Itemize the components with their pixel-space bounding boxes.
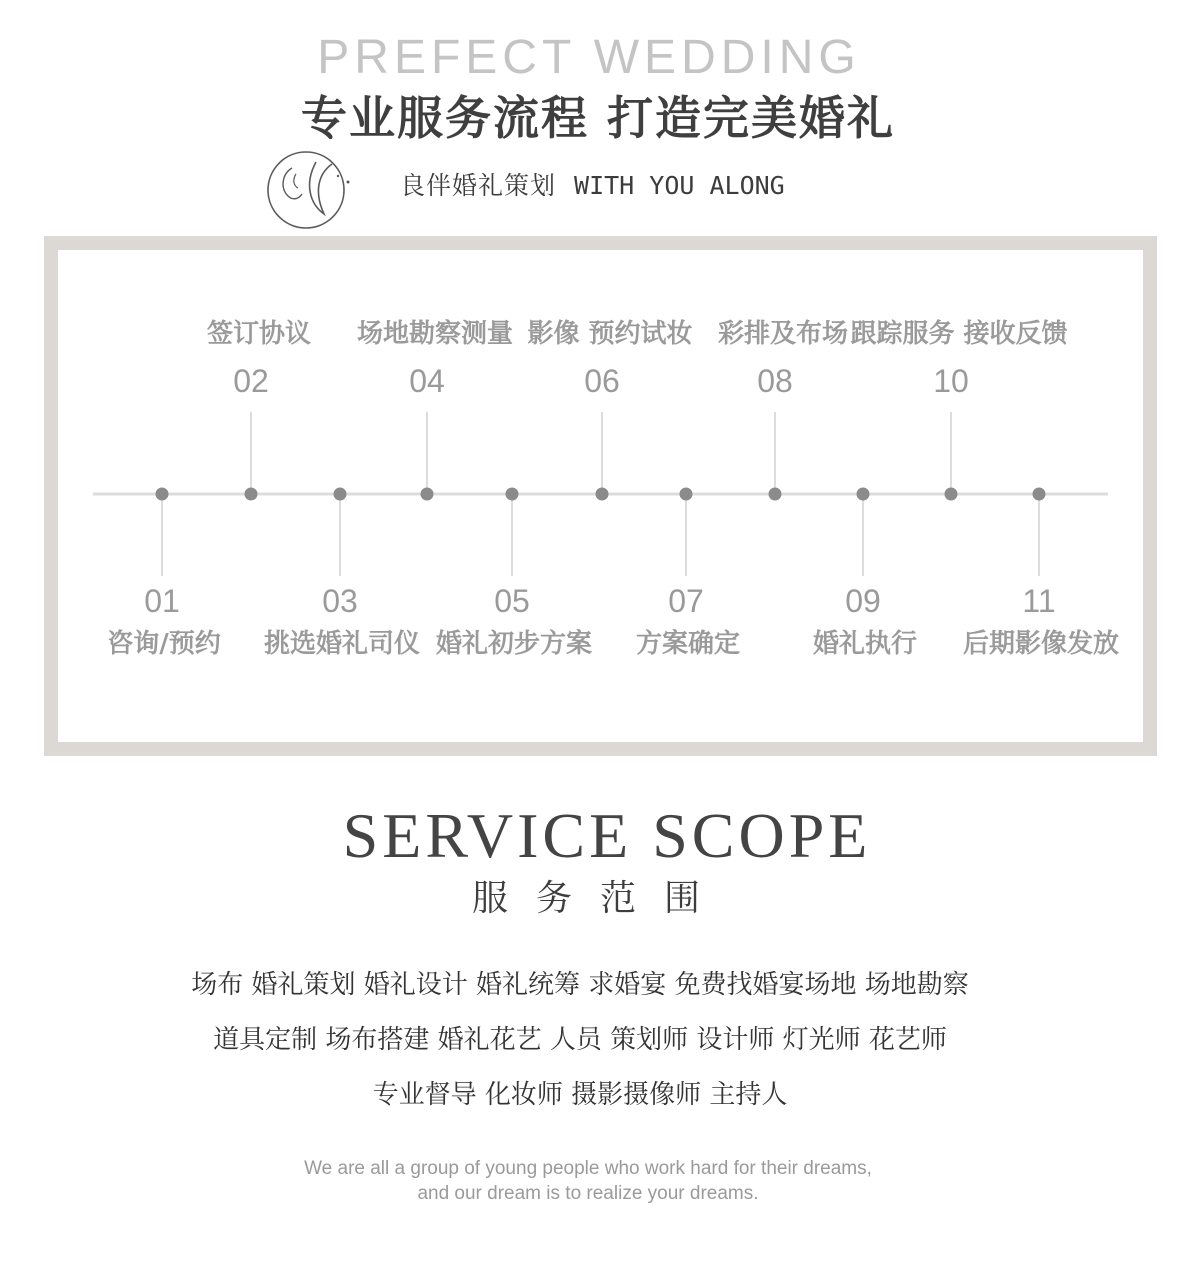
timeline-dot [945, 488, 958, 501]
step-number: 04 [409, 363, 445, 399]
timeline-dot [769, 488, 782, 501]
step-label: 婚礼执行 [812, 629, 918, 659]
service-line: 专业督导 化妆师 摄影摄像师 主持人 [372, 1080, 788, 1110]
service-line: 道具定制 场布搭建 婚礼花艺 人员 策划师 设计师 灯光师 花艺师 [213, 1025, 947, 1055]
service-line: 场布 婚礼策划 婚礼设计 婚礼统筹 求婚宴 免费找婚宴场地 场地勘察 [191, 970, 969, 1000]
process-frame [44, 236, 1157, 756]
brand-cn: 良伴婚礼策划 [400, 171, 557, 200]
process-panel [58, 250, 1143, 742]
timeline-dot [680, 488, 693, 501]
step-number: 11 [1022, 583, 1056, 619]
step-number: 02 [233, 363, 269, 399]
step-number: 05 [494, 583, 530, 619]
brand-en: WITH YOU ALONG [574, 171, 785, 200]
step-label: 挑选婚礼司仪 [263, 629, 421, 659]
brand-line [400, 168, 785, 204]
step-number: 07 [668, 583, 704, 619]
header-cn-title: 专业服务流程 打造完美婚礼 [300, 91, 895, 145]
timeline-dot [334, 488, 347, 501]
step-label: 方案确定 [635, 629, 741, 659]
slogan [0, 1156, 1176, 1206]
timeline-dot [1033, 488, 1046, 501]
step-number: 06 [584, 363, 620, 399]
timeline-dot [421, 488, 434, 501]
brand-logo-icon [262, 144, 358, 234]
timeline-dot [596, 488, 609, 501]
timeline-dot [506, 488, 519, 501]
step-label: 彩排及布场 [717, 319, 849, 349]
step-label: 签订协议 [206, 319, 312, 349]
step-number: 01 [144, 583, 180, 619]
step-number: 09 [845, 583, 881, 619]
step-label: 场地勘察测量 [356, 319, 514, 349]
step-number: 08 [757, 363, 793, 399]
scope-title-cn: 服务范围 [471, 878, 728, 919]
service-list [0, 958, 1160, 1123]
step-number: 03 [322, 583, 358, 619]
scope-title-en: SERVICE SCOPE [342, 800, 872, 871]
step-label: 婚礼初步方案 [435, 629, 593, 659]
timeline-dot [857, 488, 870, 501]
slogan-line-1: We are all a group of young people who work hard for their dreams, [304, 1158, 872, 1179]
step-label: 咨询/预约 [107, 629, 221, 659]
process-timeline [58, 250, 1143, 742]
step-label: 影像 预约试妆 [527, 319, 693, 349]
slogan-line-2: and our dream is to realize your dreams. [417, 1183, 759, 1204]
timeline-dot [245, 488, 258, 501]
step-label: 跟踪服务 接收反馈 [850, 319, 1068, 349]
step-label: 后期影像发放 [962, 629, 1120, 659]
timeline-dot [156, 488, 169, 501]
header-en-title: PREFECT WEDDING [317, 31, 861, 84]
step-number: 10 [933, 363, 969, 399]
